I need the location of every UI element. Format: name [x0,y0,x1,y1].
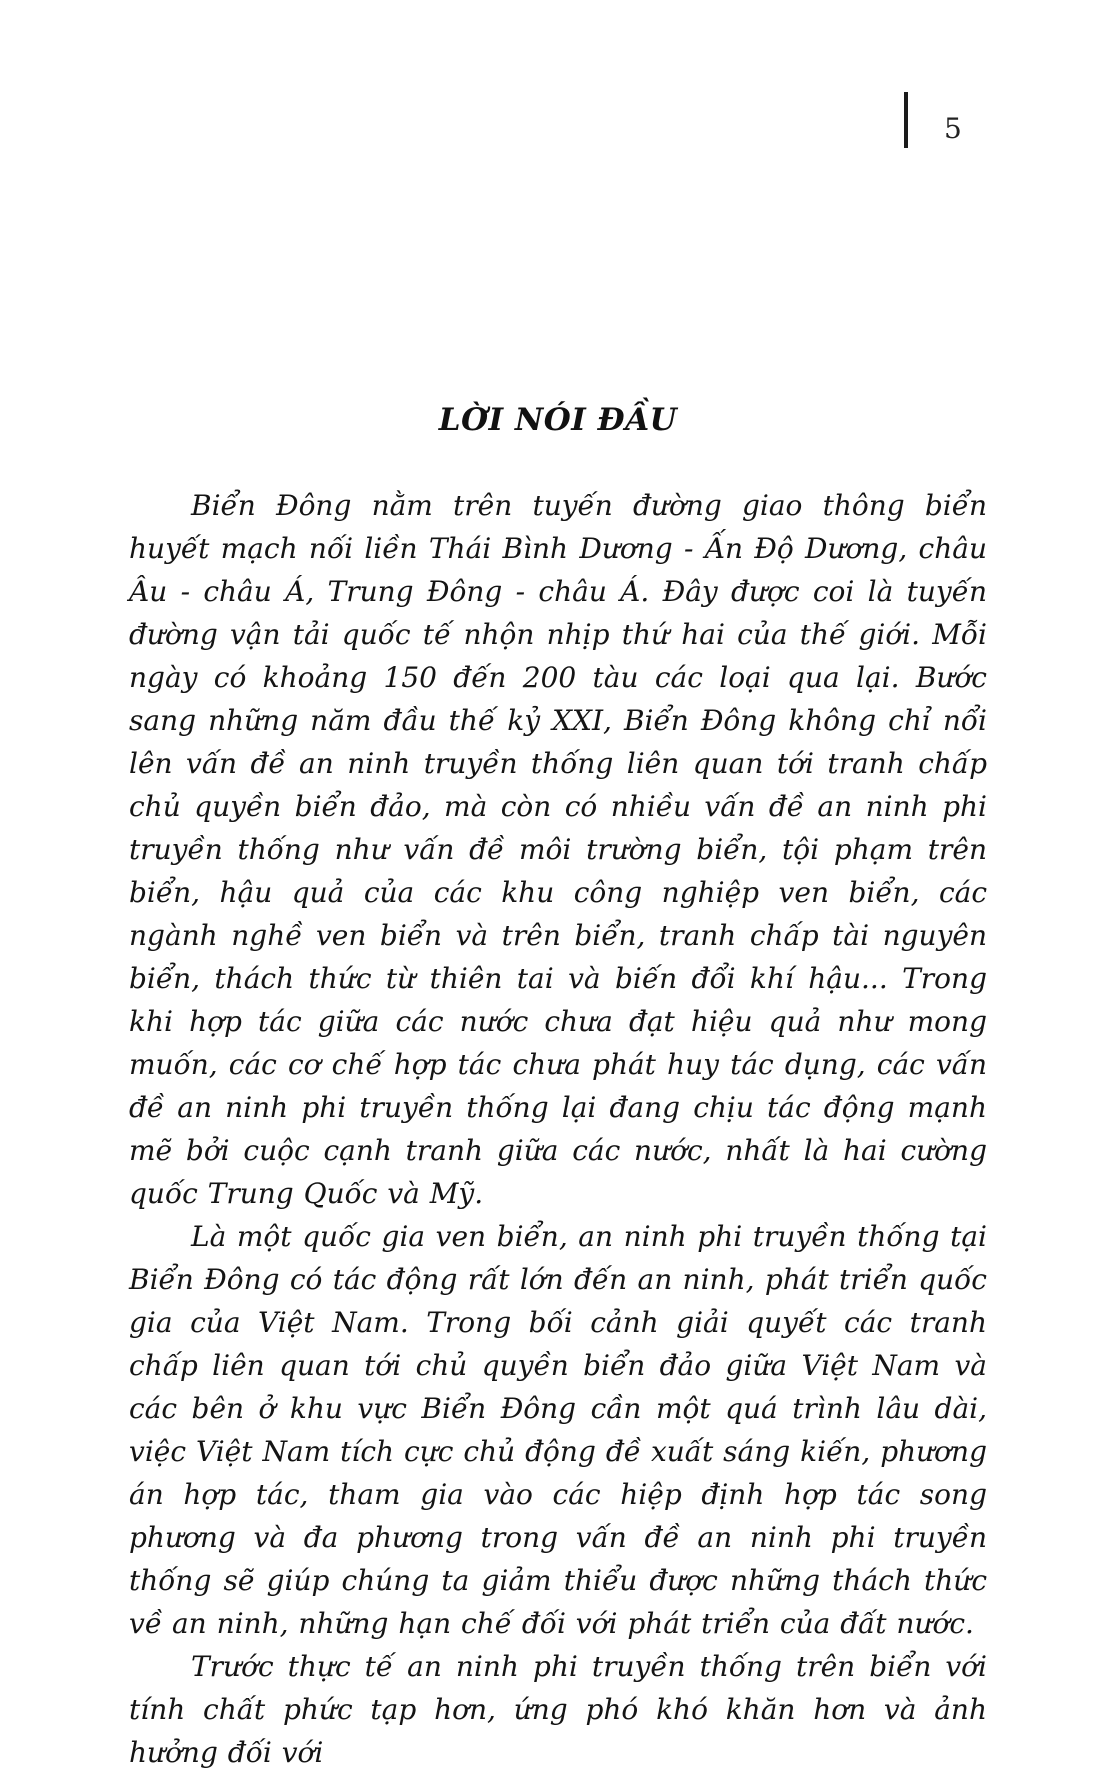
body-text [129,484,987,1774]
paragraph: Là một quốc gia ven biển, an ninh phi truyền thống tại Biển Đông có tác động rất lớn đến an ninh, phát triển quốc gia của Việt Nam. Trong bối cảnh giải quyết các tranh chấp liên quan tới chủ quyền biển đảo giữa Việt Nam và các bên ở khu vực Biển Đông cần một quá trình lâu dài, việc Việt Nam tích cực chủ động đề xuất sáng kiến, phương án hợp tác, tham gia vào các hiệp định hợp tác song phương và đa phương trong vấn đề an ninh phi truyền thống sẽ giúp chúng ta giảm thiểu được những thách thức về an ninh, những hạn chế đối với phát triển của đất nước. [129,1220,987,1640]
paragraph: Trước thực tế an ninh phi truyền thống trên biển với tính chất phức tạp hơn, ứng phó khó khăn hơn và ảnh hưởng đối với [129,1650,987,1769]
paragraph: Biển Đông nằm trên tuyến đường giao thông biển huyết mạch nối liền Thái Bình Dương - Ấn Độ Dương, châu Âu - châu Á, Trung Đông - châu Á. Đây được coi là tuyến đường vận tải quốc tế nhộn nhịp thứ hai của thế giới. Mỗi ngày có khoảng 150 đến 200 tàu các loại qua lại. Bước sang những năm đầu thế kỷ XXI, Biển Đông không chỉ nổi lên vấn đề an ninh truyền thống liên quan tới tranh chấp chủ quyền biển đảo, mà còn có nhiều vấn đề an ninh phi truyền thống như vấn đề môi trường biển, tội phạm trên biển, hậu quả của các khu công nghiệp ven biển, các ngành nghề ven biển và trên biển, tranh chấp tài nguyên biển, thách thức từ thiên tai và biến đổi khí hậu... Trong khi hợp tác giữa các nước chưa đạt hiệu quả như mong muốn, các cơ chế hợp tác chưa phát huy tác dụng, các vấn đề an ninh phi truyền thống lại đang chịu tác động mạnh mẽ bởi cuộc cạnh tranh giữa các nước, nhất là hai cường quốc Trung Quốc và Mỹ. [129,489,987,1210]
chapter-title: LỜI NÓI ĐẦU [438,402,678,438]
page-number: 5 [944,112,962,145]
page-number-rule [904,92,908,148]
page-content [129,402,987,1774]
